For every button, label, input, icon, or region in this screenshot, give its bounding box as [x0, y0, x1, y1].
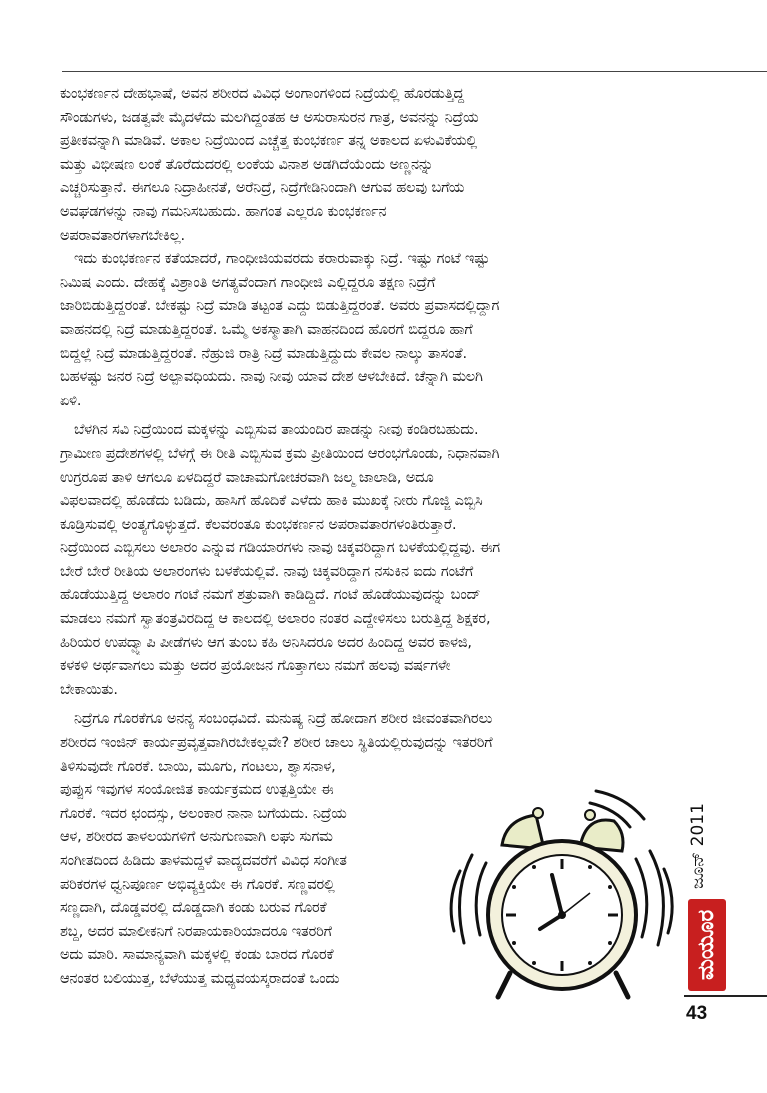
- text-line: ಅದು ಮಾರಿ. ಸಾಮಾನ್ಯವಾಗಿ ಮಕ್ಕಳಲ್ಲಿ ಕಂಡು ಬಾರದ ಗೊರಕೆ: [60, 947, 334, 964]
- text-line: ವಾಹನದಲ್ಲಿ ನಿದ್ರೆ ಮಾಡುತ್ತಿದ್ದರಂತೆ. ಒಮ್ಮೆ ಅಕಸ್ಮಾತಾಗಿ ವಾಹನದಿಂದ ಹೊರಗೆ ಬಿದ್ದರೂ ಹಾಗೆ: [60, 321, 473, 338]
- text-line: ನಿದ್ರೆಗೂ ಗೊರಕೆಗೂ ಅನನ್ಯ ಸಂಬಂಧವಿದೆ. ಮನುಷ್ಯ ನಿದ್ರೆ ಹೋದಾಗ ಶರೀರ ಜೀವಂತವಾಗಿರಲು: [74, 711, 493, 728]
- alarm-clock-icon: [440, 775, 685, 1030]
- text-line: ಪರಿಕರಗಳ ಧ್ವನಿಪೂರ್ಣ ಅಭಿವ್ಯಕ್ತಿಯೇ ಈ ಗೊರಕೆ. ಸಣ್ಣವರಲ್ಲಿ: [60, 876, 335, 893]
- text-line: ಶಬ್ದ, ಅದರ ಮಾಲೀಕನಿಗೆ ನಿರಪಾಯಕಾರಿಯಾದರೂ ಇತರರಿಗೆ: [60, 923, 332, 940]
- text-line: ಆಳ, ಶರೀರದ ತಾಳಲಯಗಳಿಗೆ ಅನುಗುಣವಾಗಿ ಲಘು ಸುಗಮ: [60, 829, 333, 846]
- paragraph-3: [60, 419, 720, 702]
- paragraph-2: [60, 248, 720, 413]
- text-line: ಬೇರೆ ಬೇರೆ ರೀತಿಯ ಅಲಾರಂಗಳು ಬಳಕೆಯಲ್ಲಿವೆ. ನಾವು ಚಿಕ್ಕವರಿದ್ದಾಗ ನಸುಕಿನ ಐದು ಗಂಟೆಗೆ: [60, 563, 474, 580]
- text-line: ಬಹಳಷ್ಟು ಜನರ ನಿದ್ರೆ ಅಲ್ಪಾವಧಿಯದು. ನಾವು ನೀವು ಯಾವ ದೇಶ ಆಳಬೇಕಿದೆ. ಚೆನ್ನಾಗಿ ಮಲಗಿ: [60, 369, 483, 386]
- text-line: ಗೊರಕೆ. ಇದರ ಛಂದಸ್ಸು, ಅಲಂಕಾರ ನಾನಾ ಬಗೆಯದು. ನಿದ್ರೆಯ: [60, 805, 347, 822]
- text-line: ವಿಫಲವಾದಲ್ಲಿ ಹೊಡೆದು ಬಡಿದು, ಹಾಸಿಗೆ ಹೊದಿಕೆ ಎಳೆದು ಹಾಕಿ ಮುಖಕ್ಕೆ ನೀರು ಗೊಜ್ಜಿ ಎಬ್ಬಿಸಿ: [60, 493, 483, 510]
- text-line: ಹಿರಿಯರ ಉಪದ್ವ್ಯಾಪಿ ಪೀಡೆಗಳು ಆಗ ತುಂಬ ಕಹಿ ಅನಿಸಿದರೂ ಅದರ ಹಿಂದಿದ್ದ ಅವರ ಕಾಳಜಿ,: [60, 634, 472, 651]
- text-line: ಅವಘಡಗಳನ್ನು ನಾವು ಗಮನಿಸಬಹುದು. ಹಾಗಂತ ಎಲ್ಲರೂ ಕುಂಭಕರ್ಣನ: [60, 203, 387, 220]
- top-rule: [62, 71, 767, 72]
- text-line: ಉಗ್ರರೂಪ ತಾಳಿ ಆಗಲೂ ಏಳದಿದ್ದರೆ ವಾಚಾಮಗೋಚರವಾಗಿ ಜಲ್ಮ ಜಾಲಾಡಿ, ಅದೂ: [60, 469, 434, 486]
- text-line: ಸಂಗೀತದಿಂದ ಹಿಡಿದು ತಾಳಮದ್ದಳೆ ವಾದ್ಯದವರೆಗೆ ವಿವಿಧ ಸಂಗೀತ: [60, 853, 347, 869]
- text-line: ಶರೀರದ ಇಂಜಿನ್ ಕಾರ್ಯಪ್ರವೃತ್ತವಾಗಿರಬೇಕಲ್ಲವೇ? ಶರೀರ ಚಾಲು ಸ್ಥಿತಿಯಲ್ಲಿರುವುದನ್ನು ಇತರರಿಗೆ: [60, 735, 493, 752]
- text-line: ನಿಮಿಷ ಎಂದು. ದೇಹಕ್ಕೆ ವಿಶ್ರಾಂತಿ ಅಗತ್ಯವೆಂದಾಗ ಗಾಂಧೀಜಿ ಎಲ್ಲಿದ್ದರೂ ತಕ್ಷಣ ನಿದ್ರೆಗೆ: [60, 274, 436, 291]
- text-line: ಬಿದ್ದಲ್ಲೆ ನಿದ್ರೆ ಮಾಡುತ್ತಿದ್ದರಂತೆ. ನೆಹ್ರುಜಿ ರಾತ್ರಿ ನಿದ್ರೆ ಮಾಡುತ್ತಿದ್ದುದು ಕೇವಲ ನಾಲ್ಕು ತಾಸಂತೆ.: [60, 345, 467, 362]
- magazine-sidebar: [686, 795, 726, 995]
- text-line: ಹೊಡೆಯುತ್ತಿದ್ದ ಅಲಾರಂ ಗಂಟೆ ನಮಗೆ ಶತ್ರುವಾಗಿ ಕಾಡಿದ್ದಿದೆ. ಗಂಟೆ ಹೊಡೆಯುವುದನ್ನು ಬಂದ್: [60, 587, 481, 604]
- text-line: ಆನಂತರ ಬಲಿಯುತ್ತ, ಬೆಳೆಯುತ್ತ ಮಧ್ಯವಯಸ್ಕರಾದಂತೆ ಒಂದು: [60, 970, 340, 987]
- text-line: ಇದು ಕುಂಭಕರ್ಣನ ಕತೆಯಾದರೆ, ಗಾಂಧೀಜಿಯವರದು ಕರಾರುವಾಕ್ಕು ನಿದ್ರೆ. ಇಷ್ಟು ಗಂಟೆ ಇಷ್ಟು: [74, 251, 490, 268]
- text-line: ತಿಳಿಸುವುದೇ ಗೊರಕೆ. ಬಾಯಿ, ಮೂಗು, ಗಂಟಲು, ಶ್ವಾಸನಾಳ,: [60, 758, 336, 775]
- text-line: ಕುಂಭಕರ್ಣನ ದೇಹಭಾಷೆ, ಅವನ ಶರೀರದ ವಿವಿಧ ಅಂಗಾಂಗಳಿಂದ ನಿದ್ರೆಯಲ್ಲಿ ಹೊರಡುತ್ತಿದ್ದ: [60, 86, 465, 102]
- magazine-logo: ಮಯೂರ: [688, 899, 726, 991]
- text-line: ಏಳಿ.: [60, 392, 82, 409]
- text-line: ಬೇಕಾಯಿತು.: [60, 681, 118, 698]
- text-line: ಗ್ರಾಮೀಣ ಪ್ರದೇಶಗಳಲ್ಲಿ ಬೆಳಗ್ಗೆ ಈ ರೀತಿ ಎಬ್ಬಿಸುವ ಕ್ರಮ ಪ್ರೀತಿಯಿಂದ ಆರಂಭಗೊಂಡು, ನಿಧಾನವಾಗಿ: [60, 445, 500, 462]
- text-line: ಸೌಂಡುಗಳು, ಜಡತ್ವವೇ ಮೈದಳೆದು ಮಲಗಿದ್ದಂತಹ ಆ ಅಸುರಾಸುರನ ಗಾತ್ರ, ಅವನನ್ನು ನಿದ್ರೆಯ: [60, 109, 479, 126]
- text-line: ಸಣ್ಣದಾಗಿ, ದೊಡ್ಡವರಲ್ಲಿ ದೊಡ್ಡದಾಗಿ ಕಂಡು ಬರುವ ಗೊರಕೆ: [60, 900, 327, 917]
- text-line: ಕಳಕಳಿ ಅರ್ಥವಾಗಲು ಮತ್ತು ಅದರ ಪ್ರಯೋಜನ ಗೊತ್ತಾಗಲು ನಮಗೆ ಹಲವು ವರ್ಷಗಳೇ: [60, 658, 451, 675]
- text-line: ಪ್ರತೀಕವನ್ನಾಗಿ ಮಾಡಿವೆ. ಅಕಾಲ ನಿದ್ರೆಯಿಂದ ಎಚ್ಚೆತ್ತ ಕುಂಭಕರ್ಣ ತನ್ನ ಅಕಾಲದ ಏಳುವಿಕೆಯಲ್ಲಿ: [60, 133, 478, 150]
- footer-rule: [684, 995, 767, 997]
- text-line: ನಿದ್ರೆಯಿಂದ ಎಬ್ಬಿಸಲು ಅಲಾರಂ ಎನ್ನುವ ಗಡಿಯಾರಗಳು ನಾವು ಚಿಕ್ಕವರಿದ್ದಾಗ ಬಳಕೆಯಲ್ಲಿದ್ದವು. ಈಗ: [60, 540, 500, 557]
- text-line: ಕೂಡ್ರಿಸುವಲ್ಲಿ ಅಂತ್ಯಗೊಳ್ಳುತ್ತದೆ. ಕೆಲವರಂತೂ ಕುಂಭಕರ್ಣನ ಅಪರಾವತಾರಗಳಂತಿರುತ್ತಾರೆ.: [60, 516, 457, 533]
- alarm-clock-illustration: [440, 775, 685, 1030]
- text-line: ಮತ್ತು ವಿಭೀಷಣ ಲಂಕೆ ತೊರೆದುದರಲ್ಲಿ ಲಂಕೆಯ ವಿನಾಶ ಅಡಗಿದೆಯೆಂದು ಅಣ್ಣನನ್ನು: [60, 156, 434, 173]
- text-line: ಬೆಳಗಿನ ಸವಿ ನಿದ್ರೆಯಿಂದ ಮಕ್ಕಳನ್ನು ಎಬ್ಬಿಸುವ ತಾಯಂದಿರ ಪಾಡನ್ನು ನೀವು ಕಂಡಿರಬಹುದು.: [74, 422, 479, 439]
- paragraph-1: [60, 83, 720, 248]
- text-line: ಎಚ್ಚರಿಸುತ್ತಾನೆ. ಈಗಲೂ ನಿದ್ರಾಹೀನತೆ, ಅರೆನಿದ್ರೆ, ನಿದ್ರೆಗೇಡಿನಿಂದಾಗಿ ಆಗುವ ಹಲವು ಬಗೆಯ: [60, 180, 465, 197]
- text-line: ಪುಪ್ಪುಸ ಇವುಗಳ ಸಂಯೋಜಿತ ಕಾರ್ಯಕ್ರಮದ ಉತ್ಪತ್ತಿಯೇ ಈ: [60, 782, 334, 799]
- text-line: ಮಾಡಲು ನಮಗೆ ಸ್ವಾತಂತ್ರವಿರದಿದ್ದ ಆ ಕಾಲದಲ್ಲಿ ಅಲಾರಂ ನಂತರ ಎದ್ದೇಳಿಸಲು ಬರುತ್ತಿದ್ದ ಶಿಕ್ಷಕರ,: [60, 611, 491, 628]
- page-number: 43: [686, 1003, 708, 1024]
- issue-date: ಜೂನ್ 2011: [688, 803, 708, 889]
- text-line: ಜಾರಿಬಿಡುತ್ತಿದ್ದರಂತೆ. ಬೇಕಷ್ಟು ನಿದ್ರೆ ಮಾಡಿ ತಟ್ಟಂತ ಎದ್ದು ಬಿಡುತ್ತಿದ್ದರಂತೆ. ಅವರು ಪ್ರವಾಸದಲ್ಲಿದ್ದಾಗ: [60, 298, 500, 315]
- text-line: ಅಪರಾವತಾರಗಳಾಗಬೇಕಿಲ್ಲ.: [60, 227, 186, 244]
